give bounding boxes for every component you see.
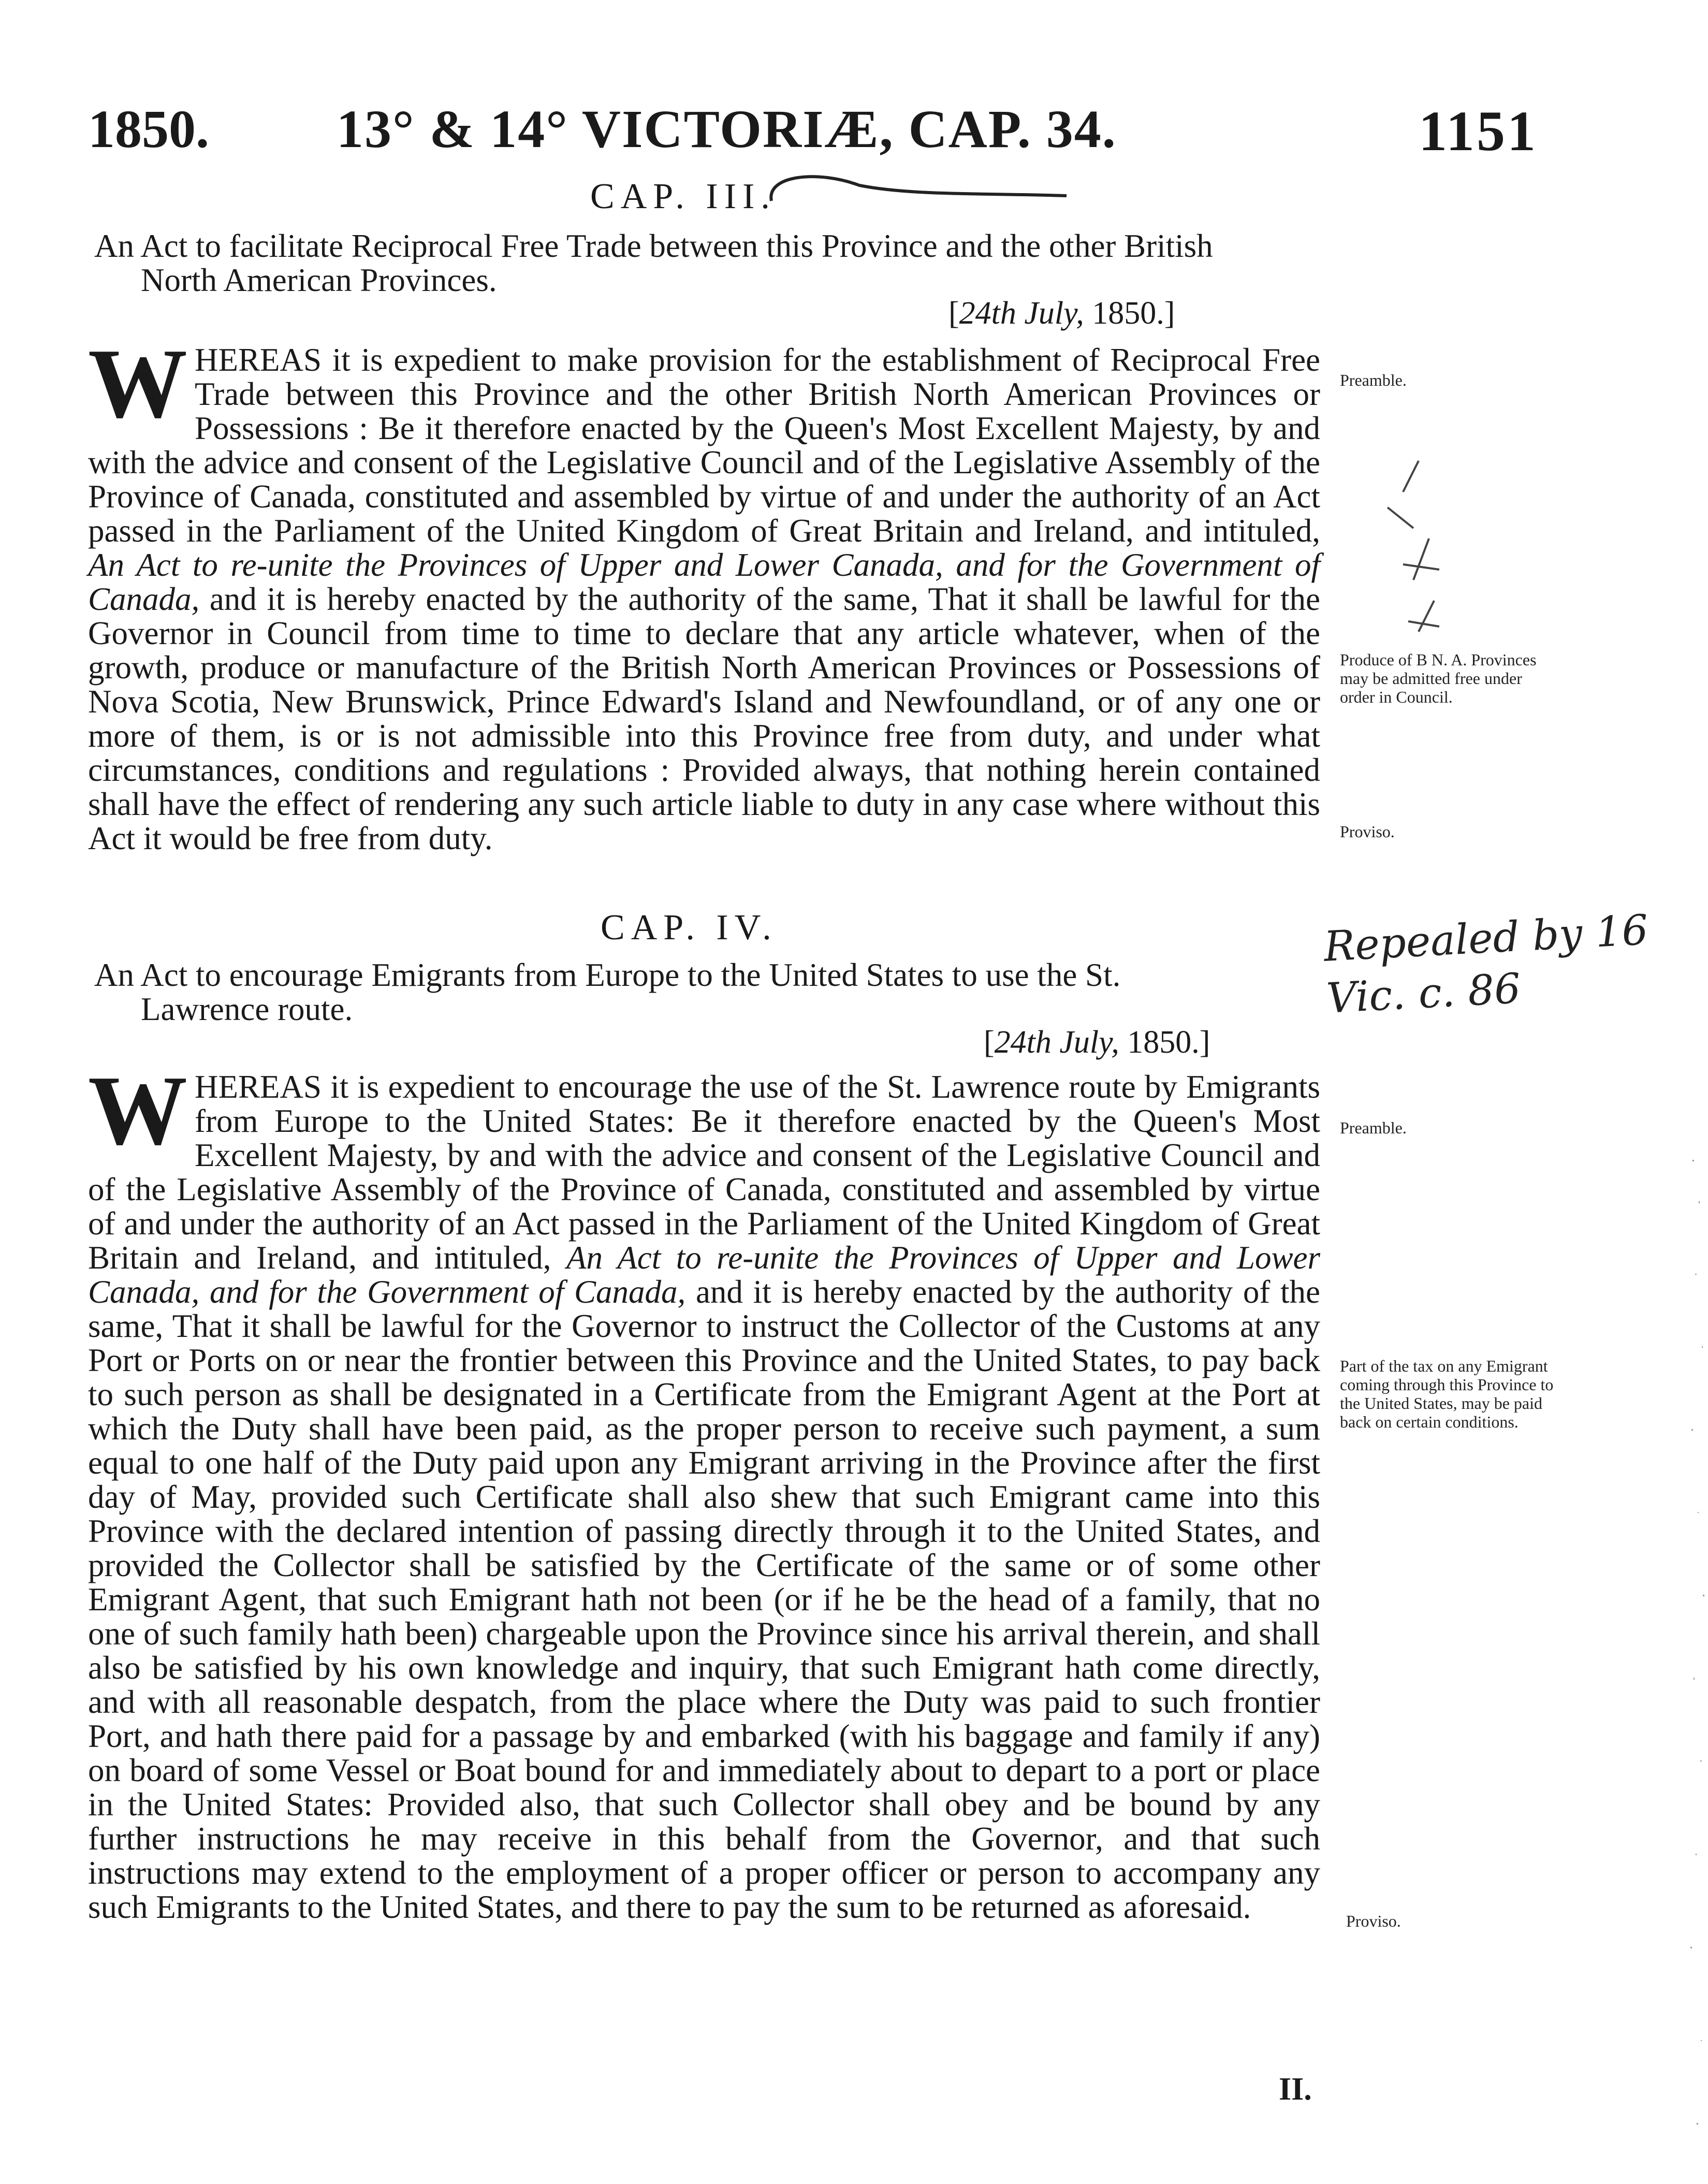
chapter4-heading: CAP. IV. [601,908,778,948]
running-head-title: 13° & 14° VICTORIÆ, CAP. 34. [337,99,1117,159]
page-number: 1151 [1419,99,1538,163]
margin-note-proviso: Proviso. [1340,822,1395,841]
chapter3-long-title-line2: North American Provinces. [141,262,497,298]
chapter4-long-title [94,958,1326,1026]
chapter3-dropcap: W [88,328,187,439]
pen-flourish-mark [756,165,1077,211]
chapter4-dropcap: W [88,1055,187,1166]
scan-edge-noise [1687,1139,1708,2175]
handwritten-repeal-note: Repealed by 16 Vic. c. 86 [1322,906,1649,1023]
pencil-tick-marks [1372,456,1476,642]
margin-note-part-of-tax: Part of the tax on any Emigrant coming through this Province to the United States, may be paid back on certain conditions. [1340,1357,1554,1431]
chapter4-long-title-line2: Lawrence route. [141,991,353,1027]
margin-note-produce: Produce of B N. A. Provinces may be admitted free under order in Council. [1340,650,1537,706]
chapter3-heading: CAP. III. [590,177,776,216]
chapter3-body: WHEREAS it is expedient to make provision for the establishment of Reciprocal Free Trade between this Province and the other British North American Provinces or Possessions : Be it therefore enacted by the Queen's Most Excellent Majesty, by and with the advice and consent of the Legislative Council and of the Legislative Assembly of the Province of Canada, constituted and assembled by virtue of and under the authority of an Act passed in the Parliament of the United Kingdom of Great Britain and Ireland, and intituled, An Act to re-unite the Provinces of Upper and Lower Canada, and for the Government of Canada, and it is hereby enacted by the authority of the same, That it shall be lawful for the Governor in Council from time to time to declare that any article whatever, when of the growth, produce or manufacture of the British North American Provinces or Possessions of Nova Scotia, New Brunswick, Prince Edward's Island and Newfoundland, or of any one or more of them, is or is not admissible into this Province free from duty, and under what circumstances, conditions and regulations : Provided always, that nothing herein contained shall have the effect of rendering any such article liable to duty in any case where without this Act it would be free from duty. [88,328,1320,856]
chapter3-long-title-line1: An Act to facilitate Reciprocal Free Trade between this Province and the other British [94,228,1213,264]
chapter4-date: [24th July, 1850.] [984,1025,1210,1060]
chapter4-body: WHEREAS it is expedient to encourage the use of the St. Lawrence route by Emigrants from Europe to the United States: Be it therefore enacted by the Queen's Most Excellent Majesty, by and with the advice and consent of the Legislative Council and of the Legislative Assembly of the Province of Canada, constituted and assembled by virtue of and under the authority of an Act passed in the Parliament of the United Kingdom of Great Britain and Ireland, and intituled, An Act to re-unite the Provinces of Upper and Lower Canada, and for the Government of Canada, and it is hereby enacted by the authority of the same, That it shall be lawful for the Governor to instruct the Collector of the Customs at any Port or Ports on or near the frontier between this Province and the United States, to pay back to such person as shall be designated in a Certificate from the Emigrant Agent at the Port at which the Duty shall have been paid, as the proper person to receive such payment, a sum equal to one half of the Duty paid upon any Emigrant arriving in the Province after the first day of May, provided such Certificate shall also shew that such Emigrant came into this Province with the declared intention of passing directly through it to the United States, and provided the Collector shall be satisfied by the Certificate of the same or of some other Emigrant Agent, that such Emigrant hath not been (or if he be the head of a family, that no one of such family hath been) chargeable upon the Province since his arrival therein, and shall also be satisfied by his own knowledge and inquiry, that such Emigrant hath come directly, and with all reasonable despatch, from the place where the Duty was paid to such frontier Port, and hath there paid for a passage by and embarked (with his baggage and family if any) on board of some Vessel or Boat bound for and immediately about to depart to a port or place in the United States: Provided also, that such Collector shall obey and be bound by any further instructions he may receive in this behalf from the Governor, and that such instructions may extend to the employment of a proper officer or person to accompany any such Emigrants to the United States, and there to pay the sum to be returned as aforesaid. [88,1055,1320,1925]
chapter4-long-title-line1: An Act to encourage Emigrants from Europe to the United States to use the St. [94,957,1121,993]
chapter3-long-title [94,229,1326,297]
catchword: II. [1279,2072,1312,2107]
running-head [88,98,1538,166]
chapter3-date: [24th July, 1850.] [948,296,1175,331]
margin-note-preamble-2: Preamble. [1340,1118,1407,1137]
margin-note-preamble: Preamble. [1340,371,1407,389]
margin-note-proviso-2: Proviso. [1346,1912,1401,1930]
running-head-year: 1850. [88,99,209,159]
